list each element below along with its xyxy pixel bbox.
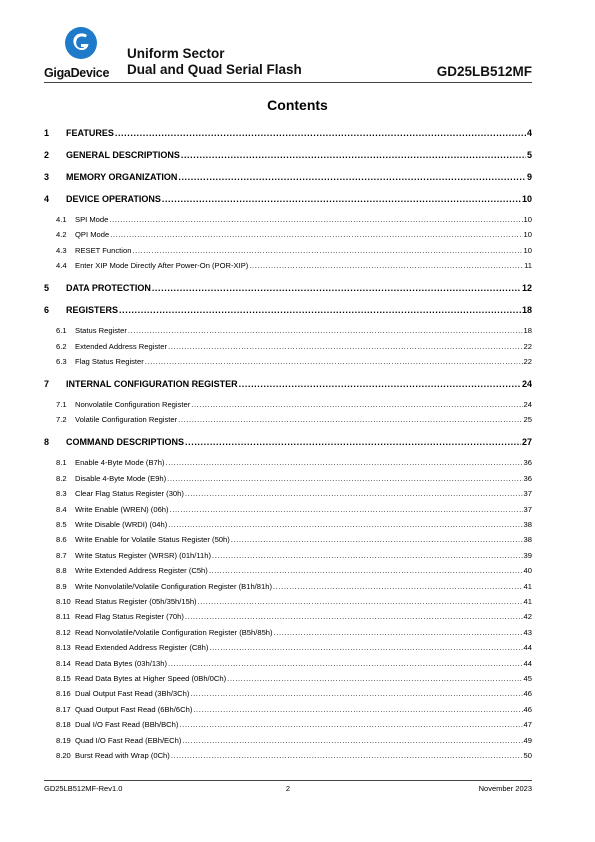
toc-entry-title: DATA PROTECTION xyxy=(66,283,151,294)
toc-entry-number: 8.13 xyxy=(56,643,71,653)
toc-entry-page: 46 xyxy=(523,689,532,699)
toc-entry-number: 8.20 xyxy=(56,751,71,760)
toc-entry-page: 43 xyxy=(523,627,532,637)
toc-entry-title: Write Extended Address Register (C5h) xyxy=(75,566,208,576)
toc-entry-page: 36 xyxy=(523,458,532,468)
product-title-line2: Dual and Quad Serial Flash xyxy=(127,62,302,77)
toc-entry[interactable] xyxy=(44,751,532,760)
toc-entry-title: Clear Flag Status Register (30h) xyxy=(75,489,184,499)
toc-entry-title: Flag Status Register xyxy=(75,357,144,366)
toc-entry-title: REGISTERS xyxy=(66,305,119,316)
toc-entry-number: 8.15 xyxy=(56,674,71,683)
toc-entry-title: DEVICE OPERATIONS xyxy=(66,194,161,204)
toc-entry-page: 38 xyxy=(523,535,532,545)
toc-entry-number: 8 xyxy=(44,437,50,448)
page-header xyxy=(44,24,532,82)
toc-entry-number: 8.10 xyxy=(56,597,71,606)
toc-entry[interactable] xyxy=(44,582,532,591)
toc-leader-dots xyxy=(209,566,523,575)
toc-entry-page: 12 xyxy=(521,283,532,294)
toc-leader-dots xyxy=(185,489,523,498)
toc-entry-number: 8.4 xyxy=(56,504,67,514)
toc-entry[interactable] xyxy=(44,705,532,714)
toc-entry-number: 8.7 xyxy=(56,550,67,560)
toc-entry-title: FEATURES xyxy=(66,128,114,138)
footer-date: November 2023 xyxy=(478,784,532,793)
toc-entry-title: Quad Output Fast Read (6Bh/6Ch) xyxy=(75,704,193,714)
toc-entry-title: Dual I/O Fast Read (BBh/BCh) xyxy=(75,720,179,730)
toc-leader-dots xyxy=(170,505,523,514)
footer-divider xyxy=(44,780,532,781)
toc-leader-dots xyxy=(132,246,522,255)
toc-leader-dots xyxy=(185,612,523,621)
toc-entry-title: QPI Mode xyxy=(75,230,110,240)
toc-entry-title: RESET Function xyxy=(75,245,132,255)
toc-entry-title: COMMAND DESCRIPTIONS xyxy=(66,437,185,448)
toc-entry-title: Dual Output Fast Read (3Bh/3Ch) xyxy=(75,689,190,699)
toc-entry[interactable] xyxy=(44,597,532,606)
toc-entry-number: 8.17 xyxy=(56,704,71,714)
product-title xyxy=(127,46,302,78)
toc-entry-page: 44 xyxy=(523,658,532,668)
toc-entry-page: 41 xyxy=(523,597,532,606)
toc-leader-dots xyxy=(168,520,522,529)
toc-entry-title: Write Disable (WRDI) (04h) xyxy=(75,520,168,529)
toc-entry[interactable] xyxy=(44,172,532,182)
toc-leader-dots xyxy=(119,305,521,315)
toc-entry-number: 8.12 xyxy=(56,627,71,637)
toc-entry-number: 8.9 xyxy=(56,581,67,591)
toc-entry-title: Status Register xyxy=(75,326,127,336)
toc-entry-title: Disable 4-Byte Mode (E9h) xyxy=(75,473,167,483)
toc-entry-page: 41 xyxy=(523,581,532,591)
toc-entry[interactable] xyxy=(44,551,532,560)
toc-entry-number: 8.2 xyxy=(56,473,67,483)
toc-entry-title: Extended Address Register xyxy=(75,341,168,351)
toc-leader-dots xyxy=(227,674,522,683)
toc-entry-number: 8.3 xyxy=(56,489,67,499)
toc-entry-number: 6.2 xyxy=(56,341,67,351)
toc-entry-title: Write Enable (WREN) (06h) xyxy=(75,504,169,514)
toc-entry-number: 8.8 xyxy=(56,566,67,576)
toc-entry-page: 11 xyxy=(524,261,532,271)
toc-entry[interactable] xyxy=(44,720,532,729)
toc-entry-title: MEMORY ORGANIZATION xyxy=(66,172,178,182)
toc-entry-number: 6 xyxy=(44,305,50,316)
toc-leader-dots xyxy=(168,342,523,351)
toc-entry-title: Read Data Bytes (03h/13h) xyxy=(75,658,168,668)
toc-entry-number: 4.2 xyxy=(56,230,67,240)
footer-page-number: 2 xyxy=(285,784,291,793)
toc-entry-title: Read Data Bytes at Higher Speed (0Bh/0Ch) xyxy=(75,674,227,683)
toc-leader-dots xyxy=(166,458,523,467)
toc-entry[interactable] xyxy=(44,400,532,409)
toc-entry[interactable] xyxy=(44,458,532,467)
toc-leader-dots xyxy=(191,400,522,409)
toc-entry-number: 1 xyxy=(44,128,50,138)
toc-entry[interactable] xyxy=(44,659,532,668)
toc-entry-number: 2 xyxy=(44,150,50,160)
toc-entry-number: 5 xyxy=(44,283,50,294)
product-title-line1: Uniform Sector xyxy=(127,46,225,61)
toc-entry-number: 8.16 xyxy=(56,689,71,699)
toc-entry-page: 10 xyxy=(523,245,532,255)
toc-entry[interactable] xyxy=(44,736,532,745)
toc-entry-number: 4 xyxy=(44,194,50,204)
toc-entry[interactable] xyxy=(44,474,532,483)
toc-leader-dots xyxy=(182,736,522,745)
toc-entry[interactable] xyxy=(44,215,532,224)
toc-leader-dots xyxy=(179,720,522,729)
toc-leader-dots xyxy=(212,551,523,560)
part-number: GD25LB512MF xyxy=(436,64,532,79)
toc-entry-number: 8.19 xyxy=(56,735,71,745)
toc-entry-title: Nonvolatile Configuration Register xyxy=(75,400,191,409)
toc-entry-number: 6.1 xyxy=(56,326,67,336)
page-title: Contents xyxy=(267,97,328,113)
toc-leader-dots xyxy=(198,597,523,606)
toc-entry-title: Burst Read with Wrap (0Ch) xyxy=(75,751,170,760)
toc-entry-page: 40 xyxy=(523,566,532,576)
toc-entry[interactable] xyxy=(44,612,532,621)
toc-entry-page: 4 xyxy=(526,128,532,138)
toc-leader-dots xyxy=(193,705,522,714)
header-divider xyxy=(44,82,532,83)
toc-entry-page: 24 xyxy=(523,400,532,409)
toc-entry[interactable] xyxy=(44,305,532,315)
toc-entry-page: 9 xyxy=(526,172,532,182)
toc-entry-page: 27 xyxy=(521,437,532,448)
toc-entry-title: Volatile Configuration Register xyxy=(75,415,178,425)
toc-entry-number: 8.18 xyxy=(56,720,71,730)
toc-entry-page: 24 xyxy=(521,379,532,389)
toc-entry[interactable] xyxy=(44,489,532,498)
company-logo xyxy=(44,26,116,80)
toc-entry[interactable] xyxy=(44,128,532,138)
toc-entry-page: 37 xyxy=(523,504,532,514)
toc-entry[interactable] xyxy=(44,194,532,204)
toc-entry-page: 10 xyxy=(523,215,532,224)
toc-entry-title: Read Extended Address Register (C8h) xyxy=(75,643,209,653)
toc-entry-title: Read Nonvolatile/Volatile Configuration Register (B5h/85h) xyxy=(75,627,273,637)
toc-entry-page: 25 xyxy=(523,415,532,425)
footer-revision: GD25LB512MF-Rev1.0 xyxy=(44,784,123,793)
toc-leader-dots xyxy=(239,379,521,389)
toc-entry-number: 6.3 xyxy=(56,357,67,366)
toc-leader-dots xyxy=(273,582,523,591)
toc-entry[interactable] xyxy=(44,437,532,447)
toc-entry[interactable] xyxy=(44,535,532,544)
toc-entry-number: 8.6 xyxy=(56,535,67,545)
toc-leader-dots xyxy=(128,326,523,335)
toc-entry[interactable] xyxy=(44,342,532,351)
toc-entry-page: 46 xyxy=(523,704,532,714)
toc-entry[interactable] xyxy=(44,326,532,335)
toc-entry-title: Write Nonvolatile/Volatile Configuration Register (B1h/81h) xyxy=(75,581,272,591)
toc-leader-dots xyxy=(167,474,522,483)
toc-leader-dots xyxy=(231,535,523,544)
toc-entry-title: SPI Mode xyxy=(75,215,109,224)
toc-entry[interactable] xyxy=(44,246,532,255)
toc-entry-page: 39 xyxy=(523,550,532,560)
toc-entry-title: Enter XIP Mode Directly After Power-On (POR-XIP) xyxy=(75,261,249,271)
toc-leader-dots xyxy=(178,172,526,182)
toc-entry-page: 18 xyxy=(523,326,532,336)
toc-entry-number: 8.1 xyxy=(56,458,67,468)
toc-entry-number: 3 xyxy=(44,172,50,182)
gigadevice-logo-icon xyxy=(64,26,98,60)
toc-entry-title: Quad I/O Fast Read (EBh/ECh) xyxy=(75,735,182,745)
toc-entry-page: 45 xyxy=(523,674,532,683)
toc-leader-dots xyxy=(109,215,522,224)
toc-leader-dots xyxy=(168,659,523,668)
toc-entry-number: 7.2 xyxy=(56,415,67,425)
toc-entry[interactable] xyxy=(44,505,532,514)
toc-entry[interactable] xyxy=(44,357,532,366)
toc-entry-title: Read Status Register (05h/35h/15h) xyxy=(75,597,197,606)
toc-entry[interactable] xyxy=(44,283,532,293)
toc-entry-page: 36 xyxy=(523,473,532,483)
toc-entry-number: 8.11 xyxy=(56,612,71,622)
toc-entry-page: 44 xyxy=(523,643,532,653)
toc-entry[interactable] xyxy=(44,628,532,637)
toc-entry-page: 50 xyxy=(523,751,532,760)
toc-entry-number: 7 xyxy=(44,379,50,389)
toc-entry-page: 10 xyxy=(523,230,532,240)
toc-entry-page: 22 xyxy=(523,341,532,351)
toc-entry-title: INTERNAL CONFIGURATION REGISTER xyxy=(66,379,238,389)
toc-entry-page: 10 xyxy=(521,194,532,204)
toc-leader-dots xyxy=(152,283,521,293)
toc-leader-dots xyxy=(178,415,522,424)
toc-leader-dots xyxy=(145,357,523,366)
toc-entry[interactable] xyxy=(44,520,532,529)
toc-entry-page: 5 xyxy=(526,150,532,160)
toc-entry[interactable] xyxy=(44,230,532,239)
logo-wordmark: GigaDevice xyxy=(44,66,110,80)
toc-entry-number: 8.5 xyxy=(56,520,67,529)
toc-entry[interactable] xyxy=(44,643,532,652)
toc-leader-dots xyxy=(185,437,521,447)
toc-entry[interactable] xyxy=(44,261,532,270)
toc-leader-dots xyxy=(110,230,522,239)
toc-entry-title: GENERAL DESCRIPTIONS xyxy=(66,150,180,160)
toc-entry-number: 7.1 xyxy=(56,400,67,409)
toc-entry-title: Enable 4-Byte Mode (B7h) xyxy=(75,458,165,468)
toc-entry[interactable] xyxy=(44,674,532,683)
toc-leader-dots xyxy=(181,150,526,160)
toc-entry[interactable] xyxy=(44,415,532,424)
toc-entry-number: 4.1 xyxy=(56,215,67,224)
toc-entry[interactable] xyxy=(44,150,532,160)
toc-entry-number: 8.14 xyxy=(56,658,71,668)
toc-entry-number: 4.3 xyxy=(56,245,67,255)
toc-leader-dots xyxy=(209,643,522,652)
toc-entry-page: 42 xyxy=(523,612,532,622)
toc-entry-page: 22 xyxy=(523,357,532,366)
toc-entry-page: 37 xyxy=(523,489,532,499)
toc-leader-dots xyxy=(249,261,523,270)
toc-leader-dots xyxy=(115,128,526,138)
toc-entry-page: 47 xyxy=(523,720,532,730)
toc-entry-page: 38 xyxy=(523,520,532,529)
toc-entry[interactable] xyxy=(44,379,532,389)
toc-entry[interactable] xyxy=(44,689,532,698)
toc-entry-page: 18 xyxy=(521,305,532,316)
toc-leader-dots xyxy=(171,751,523,760)
toc-entry-number: 4.4 xyxy=(56,261,67,271)
toc-entry-title: Write Status Register (WRSR) (01h/11h) xyxy=(75,550,212,560)
toc-leader-dots xyxy=(274,628,523,637)
toc-entry-title: Write Enable for Volatile Status Register (50h) xyxy=(75,535,230,545)
toc-entry[interactable] xyxy=(44,566,532,575)
toc-entry-page: 49 xyxy=(523,735,532,745)
toc-leader-dots xyxy=(162,194,521,204)
toc-leader-dots xyxy=(190,689,522,698)
toc-entry-title: Read Flag Status Register (70h) xyxy=(75,612,184,622)
